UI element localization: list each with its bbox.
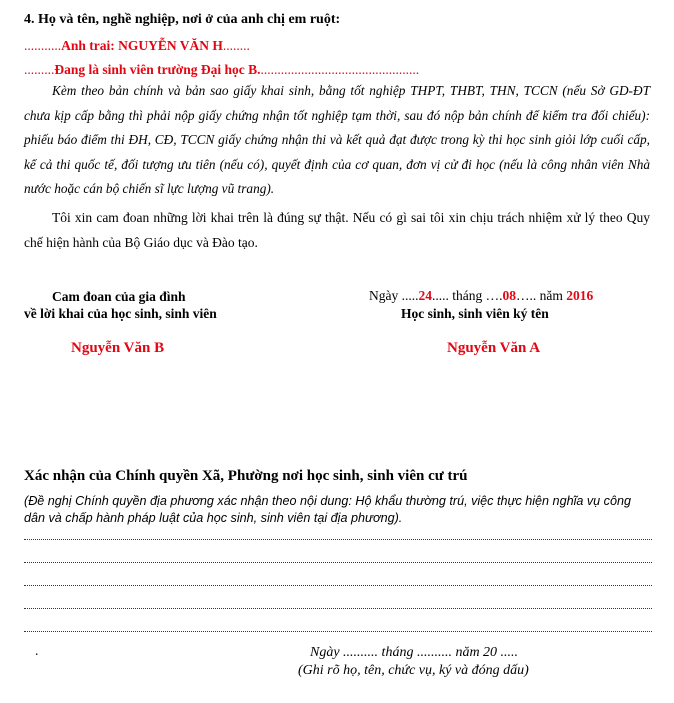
attachment-note: Kèm theo bản chính và bản sao giấy khai sinh, bằng tốt nghiệp THPT, THBT, THN, TCCN (nếu Sở GD-ĐT chưa kịp cấp bằng thì phải nộp giấy chứng nhận tốt nghiệp tạm thời, sau đó nộp bản chính để kiểm tra đối chiếu): phiếu báo điểm thi ĐH, CĐ, TCCN giấy chứng nhận thi và kết quả đạt được trong kỳ thi học sinh giỏi lớp cuối cấp, kể cả thi quốc tế, đối tượng ưu tiên (nếu có), quyết định của cơ quan, đơn vị cử đi học (nếu là công nhân viên Nhà nước hoặc cán bộ chiến sĩ lực lượng vũ trang). [24, 83, 650, 196]
declaration-paragraph: Tôi xin cam đoan những lời khai trên là đúng sự thật. Nếu có gì sai tôi xin chịu trách nhiệm xử lý theo Quy chế hiện hành của Bộ Giáo dục và Đào tạo. [24, 210, 650, 250]
confirm-sign-note: (Ghi rõ họ, tên, chức vụ, ký và đóng dấu) [298, 663, 529, 678]
sibling-2-text: Đang là sinh viên trường Đại học B. [54, 62, 261, 77]
confirm-date-line: Ngày .......... tháng .......... năm 20 ..... [310, 645, 519, 660]
local-confirm-heading: Xác nhận của Chính quyền Xã, Phường nơi học sinh, sinh viên cư trú [24, 468, 468, 484]
sibling-1-text: Anh trai: NGUYỄN VĂN H [61, 38, 223, 53]
local-confirm-instruction: (Đề nghị Chính quyền địa phương xác nhận theo nội dung: Hộ khẩu thường trú, việc thực hiện nghĩa vụ công dân và chấp hành pháp luật của học sinh, sinh viên tại địa phương). [24, 494, 631, 525]
date-month-prefix: ..... tháng …. [432, 288, 503, 303]
student-signer-name: Nguyễn Văn A [447, 340, 541, 356]
family-sign-title-line-2: về lời khai của học sinh, sinh viên [24, 306, 217, 321]
fill-in-line-5 [24, 631, 652, 632]
section-4-heading: 4. Họ và tên, nghề nghiệp, nơi ở của anh chị em ruột: [24, 12, 341, 27]
family-sign-title-line-1: Cam đoan của gia đình [52, 289, 186, 304]
date-day-prefix: Ngày ..... [369, 288, 419, 303]
sibling-2-trail-dots: ............................................... [260, 62, 420, 77]
date-month-value: 08 [502, 288, 516, 303]
sibling-line-1 [24, 38, 250, 54]
sibling-line-2 [24, 62, 419, 78]
fill-in-line-4 [24, 608, 652, 609]
sibling-2-lead-dots: ......... [24, 62, 55, 77]
fill-in-line-1 [24, 539, 652, 540]
date-year-prefix: ….. năm [516, 288, 567, 303]
sibling-1-trail-dots: ........ [222, 38, 250, 53]
student-sign-title: Học sinh, sinh viên ký tên [401, 306, 549, 321]
family-signer-name: Nguyễn Văn B [71, 340, 165, 356]
date-year-value: 2016 [566, 288, 594, 303]
sibling-1-lead-dots: ........... [24, 38, 62, 53]
fill-in-line-3 [24, 585, 652, 586]
stray-dot: . [35, 643, 39, 658]
date-day-value: 24 [418, 288, 432, 303]
fill-in-line-2 [24, 562, 652, 563]
student-sign-date [369, 288, 593, 304]
